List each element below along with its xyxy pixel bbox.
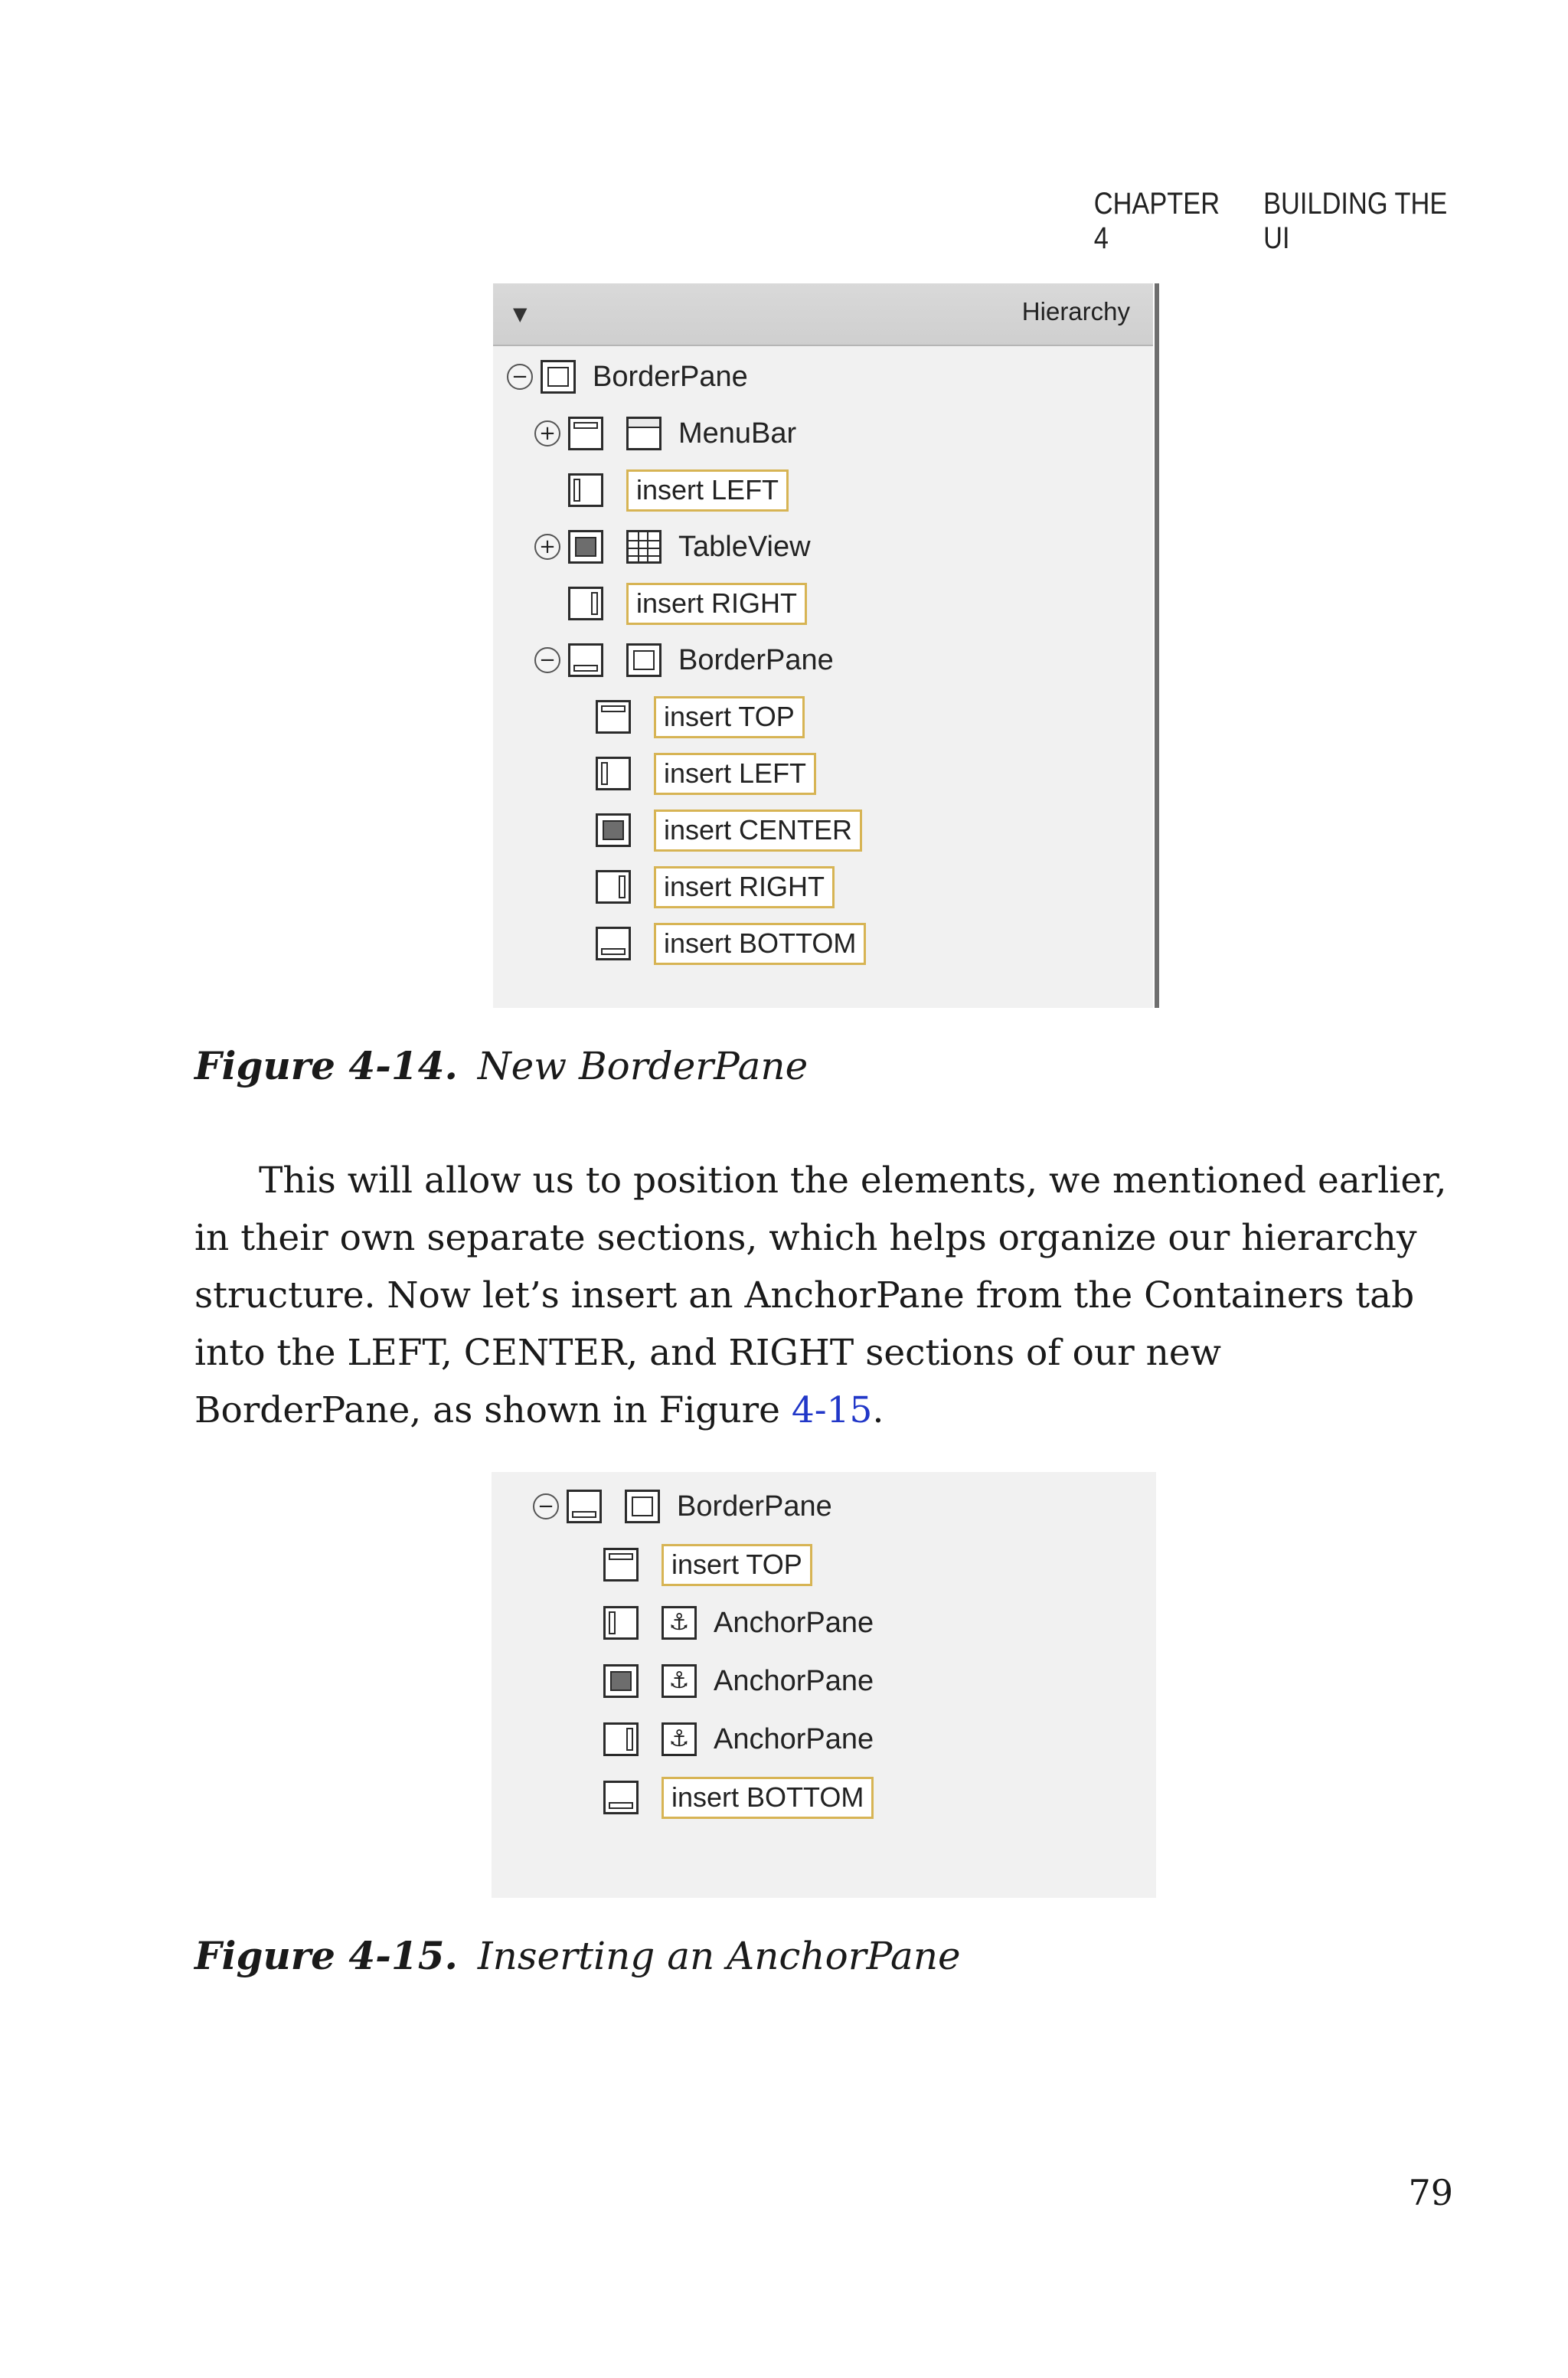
insert-slot-label[interactable]: insert CENTER — [654, 810, 862, 852]
bottom-slot-icon — [603, 1781, 639, 1814]
left-slot-icon — [596, 757, 631, 790]
bottom-slot-icon — [568, 643, 603, 677]
figure-caption-4-14 — [194, 1043, 808, 1088]
tree-label: BorderPane — [677, 1490, 832, 1523]
insert-slot-label[interactable]: insert TOP — [654, 696, 805, 738]
chapter-label: CHAPTER 4 — [1093, 187, 1220, 255]
anchor-icon: ⚓ — [662, 1664, 697, 1698]
body-text-end: . — [872, 1389, 884, 1431]
right-slot-icon — [596, 870, 631, 904]
panel-divider — [1155, 283, 1159, 1008]
anchor-icon: ⚓ — [662, 1722, 697, 1756]
collapse-icon[interactable]: − — [533, 1493, 559, 1519]
right-slot-icon — [603, 1722, 639, 1756]
menubar-icon — [626, 417, 662, 450]
running-header — [1094, 187, 1455, 256]
insert-slot-label[interactable]: insert BOTTOM — [662, 1777, 874, 1819]
tree-row-insert-bottom[interactable] — [603, 1775, 874, 1820]
tree-label: AnchorPane — [714, 1722, 874, 1755]
insert-slot-label[interactable]: insert LEFT — [654, 753, 816, 795]
center-slot-icon — [596, 813, 631, 847]
collapse-triangle-icon[interactable]: ▼ — [513, 303, 528, 325]
caption-label: Figure 4-15. — [194, 1933, 458, 1978]
top-slot-icon — [596, 700, 631, 734]
tableview-icon — [626, 530, 662, 564]
body-paragraph — [194, 1152, 1458, 1439]
tree-row-insert-center[interactable] — [596, 808, 862, 852]
tree-label: AnchorPane — [714, 1664, 874, 1697]
borderpane-icon — [625, 1490, 660, 1523]
insert-slot-label[interactable]: insert TOP — [662, 1544, 812, 1586]
tree-row-menubar[interactable] — [534, 411, 796, 456]
anchor-icon: ⚓ — [662, 1606, 697, 1640]
insert-slot-label[interactable]: insert RIGHT — [654, 866, 835, 908]
insert-slot-label[interactable]: insert RIGHT — [626, 583, 807, 625]
tree-label: BorderPane — [593, 360, 748, 393]
section-label: BUILDING THE UI — [1263, 187, 1448, 255]
top-slot-icon — [568, 417, 603, 450]
figure-reference-link[interactable]: 4-15 — [791, 1389, 873, 1431]
tree-row-insert-right[interactable] — [596, 865, 835, 909]
borderpane-icon — [541, 360, 576, 394]
tree-row-borderpane[interactable] — [533, 1484, 832, 1529]
tree-row-insert-top[interactable] — [596, 695, 805, 739]
expand-icon[interactable]: + — [534, 534, 560, 560]
tree-label: AnchorPane — [714, 1606, 874, 1639]
center-slot-icon — [568, 530, 603, 564]
caption-label: Figure 4-14. — [194, 1043, 458, 1088]
top-slot-icon — [603, 1548, 639, 1582]
insert-slot-label[interactable]: insert LEFT — [626, 469, 789, 512]
page-number: 79 — [1408, 2172, 1453, 2213]
hierarchy-panel-screenshot — [493, 283, 1153, 1008]
borderpane-icon — [626, 643, 662, 677]
insert-slot-label[interactable]: insert BOTTOM — [654, 923, 866, 965]
expand-icon[interactable]: + — [534, 420, 560, 446]
caption-text: New BorderPane — [477, 1044, 808, 1088]
bottom-slot-icon — [567, 1490, 602, 1523]
anchorpane-hierarchy-screenshot — [492, 1472, 1156, 1898]
tree-row-insert-left[interactable] — [568, 468, 789, 512]
collapse-icon[interactable]: − — [507, 364, 533, 390]
tree-label: MenuBar — [678, 417, 797, 450]
tree-row-borderpane[interactable] — [507, 355, 748, 399]
figure-caption-4-15 — [194, 1933, 961, 1978]
left-slot-icon — [603, 1606, 639, 1640]
tree-label: TableView — [678, 530, 811, 563]
tree-row-nested-borderpane[interactable] — [534, 638, 834, 682]
tree-label: BorderPane — [678, 643, 834, 676]
tree-row-anchorpane-right[interactable] — [603, 1717, 874, 1761]
tree-row-insert-right[interactable] — [568, 581, 807, 626]
tree-row-anchorpane-left[interactable] — [603, 1601, 874, 1645]
caption-text: Inserting an AnchorPane — [477, 1934, 961, 1978]
tree-row-insert-top[interactable] — [603, 1542, 812, 1587]
center-slot-icon — [603, 1664, 639, 1698]
right-slot-icon — [568, 587, 603, 620]
tree-row-anchorpane-center[interactable] — [603, 1659, 874, 1703]
hierarchy-title: Hierarchy — [1021, 297, 1130, 325]
hierarchy-panel-header — [493, 283, 1153, 346]
left-slot-icon — [568, 473, 603, 507]
collapse-icon[interactable]: − — [534, 647, 560, 673]
tree-row-insert-left[interactable] — [596, 751, 816, 796]
tree-row-insert-bottom[interactable] — [596, 921, 866, 966]
body-text: This will allow us to position the elements, we mentioned earlier, in their own separate sections, which helps organize our hierarchy structure. Now let’s insert an AnchorPane from the Containers tab into the LEFT, CENTER, and RIGHT sections of our new BorderPane, as shown in Figure — [194, 1160, 1447, 1431]
bottom-slot-icon — [596, 927, 631, 960]
tree-row-tableview[interactable] — [534, 525, 811, 569]
